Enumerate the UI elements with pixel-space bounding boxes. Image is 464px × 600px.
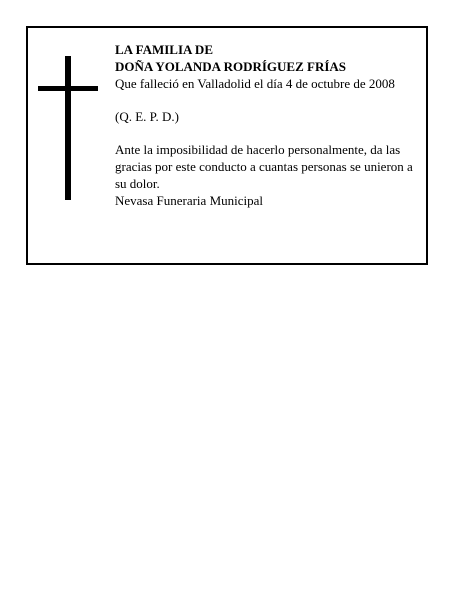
obituary-notice: [26, 26, 428, 265]
cross-horizontal-bar: [38, 86, 98, 91]
cross-vertical-bar: [65, 56, 71, 200]
gratitude-text: Ante la imposibilidad de hacerlo personalmente, da las gracias por este conducto a cuantas personas se unieron a su dolor.: [115, 142, 413, 191]
heading-deceased-name: DOÑA YOLANDA RODRÍGUEZ FRÍAS: [115, 59, 347, 74]
funeral-home: Nevasa Funeraria Municipal: [115, 193, 264, 208]
heading-family: LA FAMILIA DE: [115, 42, 213, 57]
spacer: [115, 125, 420, 141]
death-details: Que falleció en Valladolid el día 4 de octubre de 2008: [115, 76, 395, 91]
notice-text: [115, 41, 420, 209]
cross-icon: [38, 56, 98, 200]
spacer: [115, 92, 420, 108]
qepd-text: (Q. E. P. D.): [115, 109, 179, 124]
